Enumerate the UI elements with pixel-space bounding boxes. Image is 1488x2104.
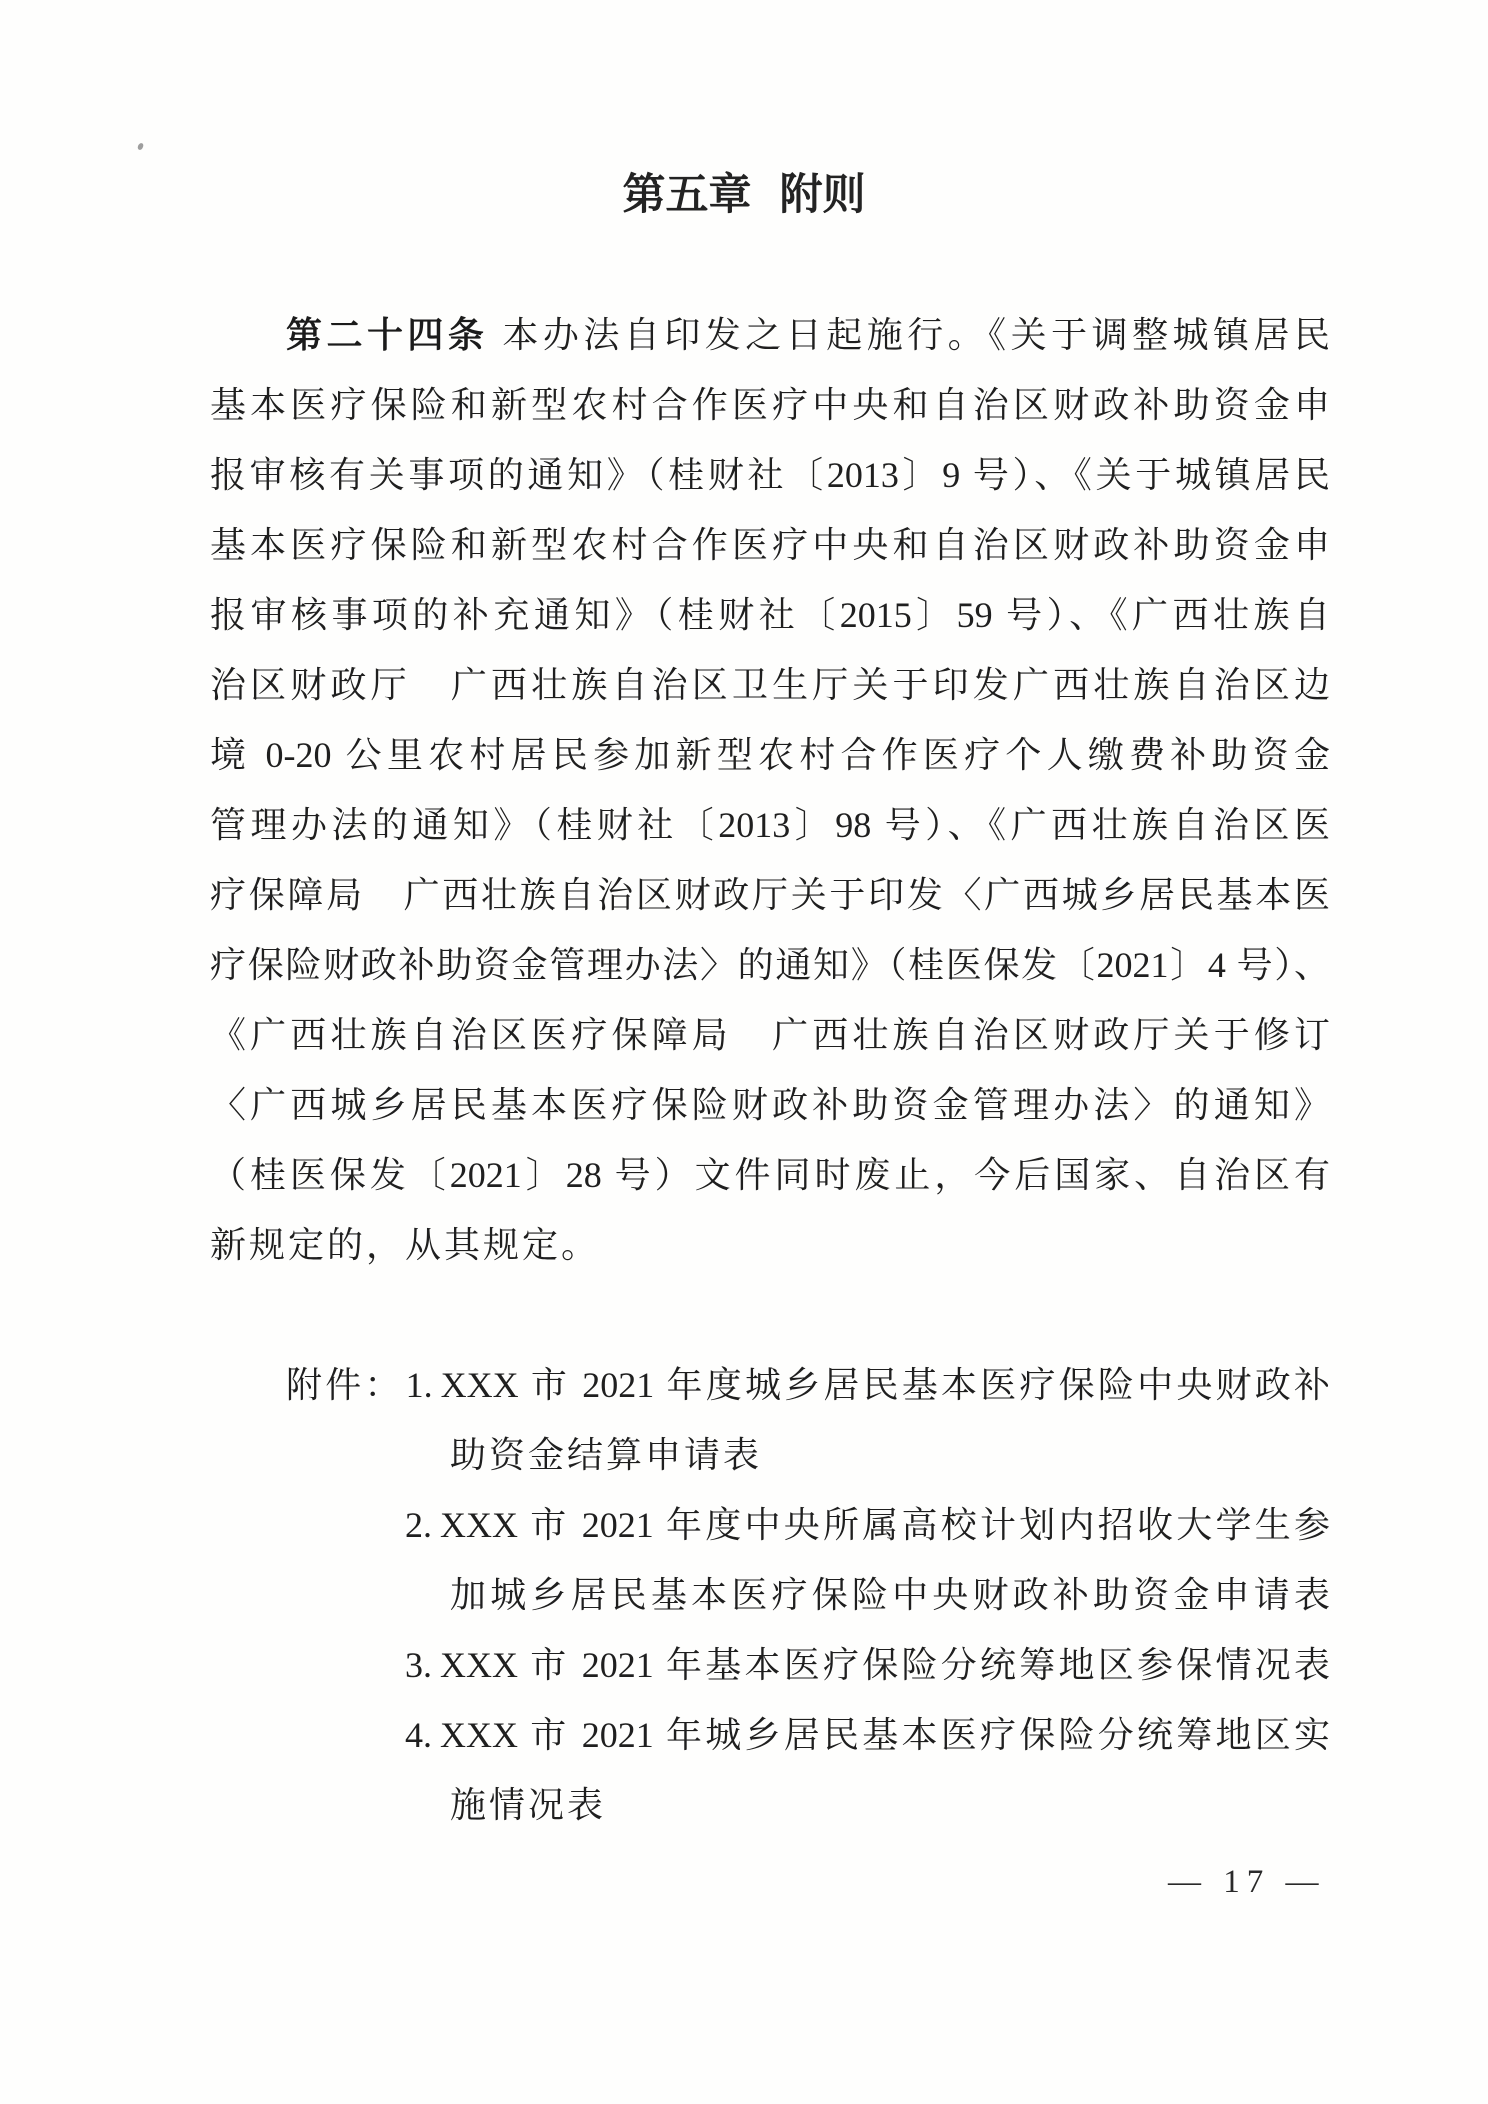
attachment-item-text: XXX 市 2021 年城乡居民基本医疗保险分统筹地区实 [440,1715,1330,1755]
article-line: 报审核事项的补充通知》（桂财社〔2015〕59 号）、《广西壮族自 [210,595,1330,635]
article-line-text: 本办法自印发之日起施行。《关于调整城镇居民 [502,315,1330,355]
attachment-item-continuation: 助资金结算申请表 [450,1435,763,1475]
article-line: 管理办法的通知》（桂财社〔2013〕98 号）、《广西壮族自治区医 [210,805,1330,845]
page-number: — 17 — [1168,1864,1326,1900]
article-line: 治区财政厅 广西壮族自治区卫生厅关于印发广西壮族自治区边 [210,665,1330,705]
attachments-label: 附件： [286,1365,404,1405]
attachment-item [210,1630,1330,1700]
chapter-title: 第五章 附则 [622,171,866,219]
attachment-item-text: XXX 市 2021 年度城乡居民基本医疗保险中央财政补 [440,1365,1330,1405]
attachment-item-text: XXX 市 2021 年度中央所属高校计划内招收大学生参 [440,1505,1330,1545]
attachment-item-text: XXX 市 2021 年基本医疗保险分统筹地区参保情况表 [440,1645,1330,1685]
attachment-item [210,1700,1330,1770]
attachment-item-continuation: 施情况表 [450,1785,607,1825]
attachment-item-number: 3. [405,1645,432,1685]
article-paragraph [210,300,1330,1280]
article-number-label: 第二十四条 [286,314,489,355]
article-line [210,300,1330,370]
attachment-item [210,1490,1330,1560]
article-line: （桂医保发〔2021〕28 号）文件同时废止，今后国家、自治区有 [210,1155,1330,1195]
article-line: 疗保险财政补助资金管理办法〉的通知》（桂医保发〔2021〕4 号）、 [210,945,1330,985]
attachment-item-number: 2. [405,1505,432,1545]
attachment-item-continuation: 加城乡居民基本医疗保险中央财政补助资金申请表 [450,1575,1330,1615]
article-line: 〈广西城乡居民基本医疗保险财政补助资金管理办法〉的通知》 [210,1085,1330,1125]
article-line: 新规定的，从其规定。 [210,1225,601,1265]
article-line: 报审核有关事项的通知》（桂财社〔2013〕9 号）、《关于城镇居民 [210,455,1330,495]
article-line: 《广西壮族自治区医疗保障局 广西壮族自治区财政厅关于修订 [210,1015,1330,1055]
article-line: 境 0-20 公里农村居民参加新型农村合作医疗个人缴费补助资金 [210,735,1330,775]
attachment-item-number: 4. [405,1715,432,1755]
attachment-item [210,1350,1330,1420]
article-line: 基本医疗保险和新型农村合作医疗中央和自治区财政补助资金申 [210,525,1330,565]
article-line: 基本医疗保险和新型农村合作医疗中央和自治区财政补助资金申 [210,385,1330,425]
attachment-list [210,1350,1330,1840]
article-line: 疗保障局 广西壮族自治区财政厅关于印发〈广西城乡居民基本医 [210,875,1330,915]
ink-speck [137,142,144,150]
attachment-item-number: 1. [405,1365,433,1405]
